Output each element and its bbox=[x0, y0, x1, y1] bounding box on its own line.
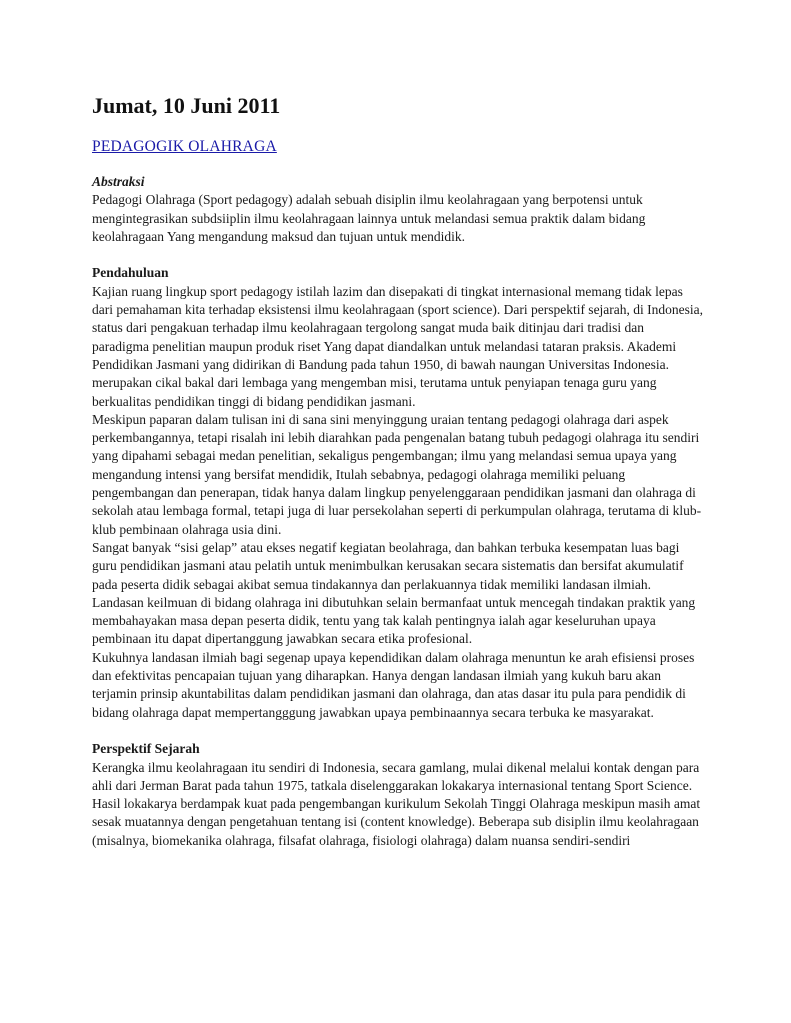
abstract-paragraph: Pedagogi Olahraga (Sport pedagogy) adalah sebuah disiplin ilmu keolahragaan yang berpotensi untuk mengintegrasikan subdsiiplin ilmu keolahragaan lainnya untuk melandasi semua praktik dalam bidang keolahragaan Yang mengandung maksud dan tujuan untuk mendidik. bbox=[92, 192, 646, 244]
abstract-section bbox=[92, 173, 704, 246]
introduction-heading: Pendahuluan bbox=[92, 265, 169, 281]
history-paragraph-1: Kerangka ilmu keolahragaan itu sendiri di Indonesia, secara gamlang, mulai dikenal melalui kontak dengan para ahli dari Jerman Barat pada tahun 1975, tatkala diselenggarakan lokakarya internasional tentang Sport Science. Hasil lokakarya berdampak kuat pada pengembangan kurikulum Sekolah Tinggi Olahraga meskipun masih amat sesak muatannya dengan pengetahuan tentang isi (content knowledge). Beberapa sub disiplin ilmu keolahragaan (misalnya, biomekanika olahraga, filsafat olahraga, fisiologi olahraga) dalam nuansa sendiri-sendiri bbox=[92, 759, 701, 848]
history-section bbox=[92, 740, 704, 850]
history-heading: Perspektif Sejarah bbox=[92, 741, 200, 757]
introduction-paragraph-2: Meskipun paparan dalam tulisan ini di sana sini menyinggung uraian tentang pedagogi olahraga dari aspek perkembangannya, tetapi risalah ini lebih diarahkan pada pengenalan batang tubuh pedagogi olahraga itu sendiri yang dipahami sebagai medan penelitian, sekaligus pengembangan; ilmu yang melandasi semua upaya yang mengandung intensi yang bersifat mendidik, Itulah sebabnya, pedagogi olahraga memiliki peluang pengembangan dan penerapan, tidak hanya dalam lingkup penyelenggaraan pendidikan jasmani dan olahraga di sekolah atau lembaga formal, tetapi juga di luar persekolahan seperti di perkumpulan olahraga, terutama di klub-klub pembinaan olahraga usia dini. bbox=[92, 411, 702, 537]
spacer bbox=[92, 246, 704, 264]
introduction-section bbox=[92, 264, 704, 721]
introduction-paragraph-4: Kukuhnya landasan ilmiah bagi segenap upaya kependidikan dalam olahraga menuntun ke arah efisiensi proses dan efektivitas pencapaian tujuan yang diharapkan. Hanya dengan landasan ilmiah yang kukuh baru akan terjamin prinsip akuntabilitas dalam pendidikan jasmani dan olahraga, dan atas dasar itu pula para pendidik di bidang olahraga dapat mempertangggung jawabkan upaya pembinaannya secara terbuka ke masyarakat. bbox=[92, 649, 695, 720]
document-page bbox=[92, 92, 704, 850]
abstract-heading: Abstraksi bbox=[92, 174, 145, 189]
post-title-link[interactable]: PEDAGOGIK OLAHRAGA bbox=[92, 138, 277, 155]
spacer bbox=[92, 722, 704, 740]
post-date: Jumat, 10 Juni 2011 bbox=[92, 93, 281, 118]
introduction-paragraph-3: Sangat banyak “sisi gelap” atau ekses negatif kegiatan beolahraga, dan bahkan terbuka kesempatan luas bagi guru pendidikan jasmani atau pelatih untuk menimbulkan kerusakan secara sistematis dan bersifat akumulatif pada peserta didik sebagai akibat semua tindakannya dan perlakuannya tidak memiliki landasan ilmiah. Landasan keilmuan di bidang olahraga ini dibutuhkan selain bermanfaat untuk mencegah tindakan praktik yang membahayakan masa depan peserta didik, tentu yang tak kalah pentingnya ialah agar keseluruhan upaya pembinaan itu dapat dipertanggung jawabkan secara etika profesional. bbox=[92, 539, 696, 647]
introduction-paragraph-1: Kajian ruang lingkup sport pedagogy istilah lazim dan disepakati di tingkat internasional memang tidak lepas dari pemahaman kita terhadap eksistensi ilmu keolahragaan (sport science). Dari perspektif sejarah, di Indonesia, status dari pengakuan terhadap ilmu keolahragaan tergolong sangat muda baik ditinjau dari tradisi dan paradigma penelitian maupun produk riset Yang dapat diandalkan untuk melandasi tataran praksis. Akademi Pendidikan Jasmani yang didirikan di Bandung pada tahun 1950, di bawah naungan Universitas Indonesia. merupakan cikal bakal dari lembaga yang mengemban misi, terutama untuk penyiapan tenaga guru yang berkualitas pendidikan tinggi di bidang pendidikan jasmani. bbox=[92, 283, 704, 409]
